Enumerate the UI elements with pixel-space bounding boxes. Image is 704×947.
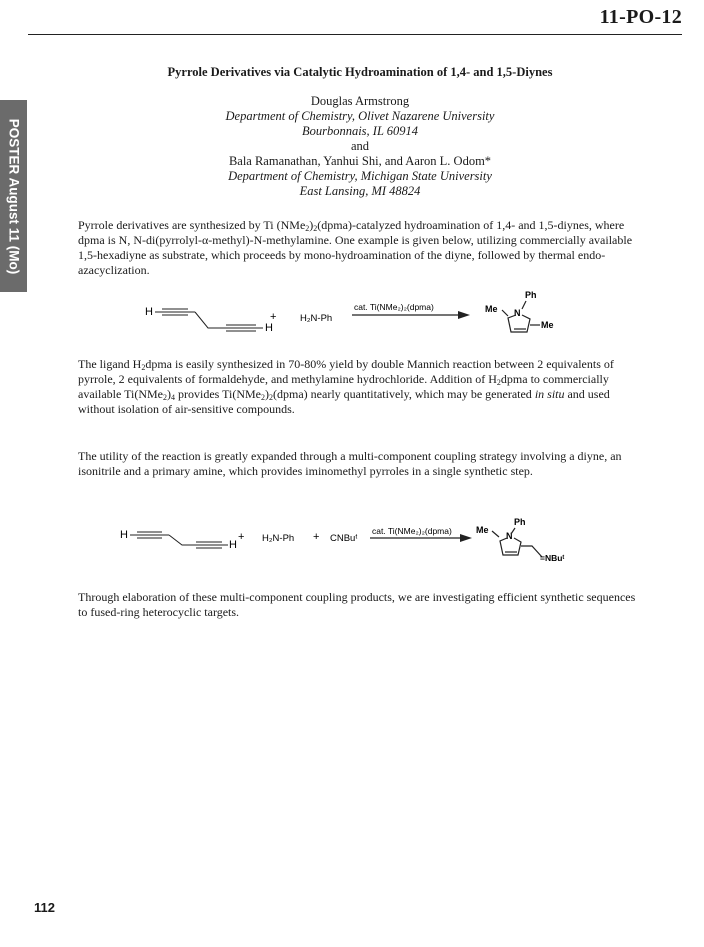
paragraph-2: The ligand $H_2dpma$ is easily synthesized in 70-80% yield by double Mannich reaction between 2 equivalents of pyrrole, 2 equivalents of formaldehyde, and methylamine hydrochloride. Addition of $H_2dpma$ to commercially available $Ti(NMe_2)_4$ provides $Ti(NMe_2)_2(dpma)$ nearly quantitatively, which may be generated in situ and used without isolation of air-sensitive compounds. (78, 357, 614, 416)
side-tab (0, 100, 27, 292)
and-separator: and (350, 139, 370, 153)
pyrrole-ring (502, 301, 540, 332)
catalyst-label: cat. Ti(NMe₂)₂(dpma) (354, 302, 434, 312)
diyne-structure (155, 309, 263, 331)
plus-sign: + (270, 311, 277, 323)
hydrogen-right-label: H (265, 322, 273, 334)
amine-reagent: H₂N-Ph (300, 313, 333, 324)
author-1: Douglas Armstrong (310, 94, 410, 108)
nitrogen-label-2: N (506, 531, 513, 541)
affiliation-1-line-1: Department of Chemistry, Olivet Nazarene University (225, 109, 495, 123)
paragraph-3: The utility of the reaction is greatly expanded through a multi-component coupling strategy involving a diyne, an isonitrile and a primary amine, which provides iminomethyl pyrroles in a single synthetic step. (78, 449, 622, 478)
plus-sign-1: + (238, 531, 245, 543)
hydrogen-left-label: H (145, 306, 153, 318)
methyl-label-2: Me (476, 525, 489, 535)
methyl-left-label: Me (485, 304, 498, 314)
paragraph-4: Through elaboration of these multi-component coupling products, we are investigating efficient synthetic sequences to fused-ring heterocyclic targets. (78, 590, 636, 619)
reaction-scheme-1 (130, 288, 570, 358)
poster-code: 11-PO-12 (599, 6, 682, 28)
hydrogen-right-label-2: H (229, 539, 237, 551)
isonitrile-reagent: CNBuᵗ (330, 533, 358, 544)
amine-reagent-2: H₂N-Ph (262, 533, 295, 544)
side-tab-label: POSTER August 11 (Mo) (6, 118, 22, 274)
header-rule (28, 34, 682, 35)
iminomethyl-pyrrole-ring (492, 528, 542, 557)
nitrogen-label: N (514, 308, 521, 318)
reaction-arrow (352, 311, 470, 319)
reaction-scheme-2 (110, 513, 590, 577)
hydrogen-left-label-2: H (120, 529, 128, 541)
author-2: Bala Ramanathan, Yanhui Shi, and Aaron L. Odom* (228, 154, 492, 168)
phenyl-label-2: Ph (514, 517, 526, 527)
imine-label: =NBuᵗ (540, 553, 565, 563)
diyne-structure-2 (130, 532, 228, 548)
methyl-right-label: Me (541, 320, 554, 330)
affiliation-2-line-1: Department of Chemistry, Michigan State University (228, 169, 492, 183)
catalyst-label-2: cat. Ti(NMe₂)₂(dpma) (372, 526, 452, 536)
paragraph-1: Pyrrole derivatives are synthesized by Ti $(NMe_2)_2(dpma)$-catalyzed hydroamination of 1,4- and 1,5-diynes, where dpma is N, N-di(pyrrolyl-α-methyl)-N-methylamine. One example is given below, utilizing commercially available 1,5-hexadiyne as substrate, which proceeds by mono-hydroamination of the diyne, followed by thermal endo-azacyclization. (78, 218, 633, 277)
affiliation-1-line-2: Bourbonnais, IL 60914 (301, 124, 419, 138)
phenyl-label: Ph (525, 290, 537, 300)
page-number: 112 (34, 900, 55, 915)
plus-sign-2: + (313, 531, 320, 543)
affiliation-2-line-2: East Lansing, MI 48824 (299, 184, 421, 198)
paper-title: Pyrrole Derivatives via Catalytic Hydroamination of 1,4- and 1,5-Diynes (167, 65, 553, 79)
